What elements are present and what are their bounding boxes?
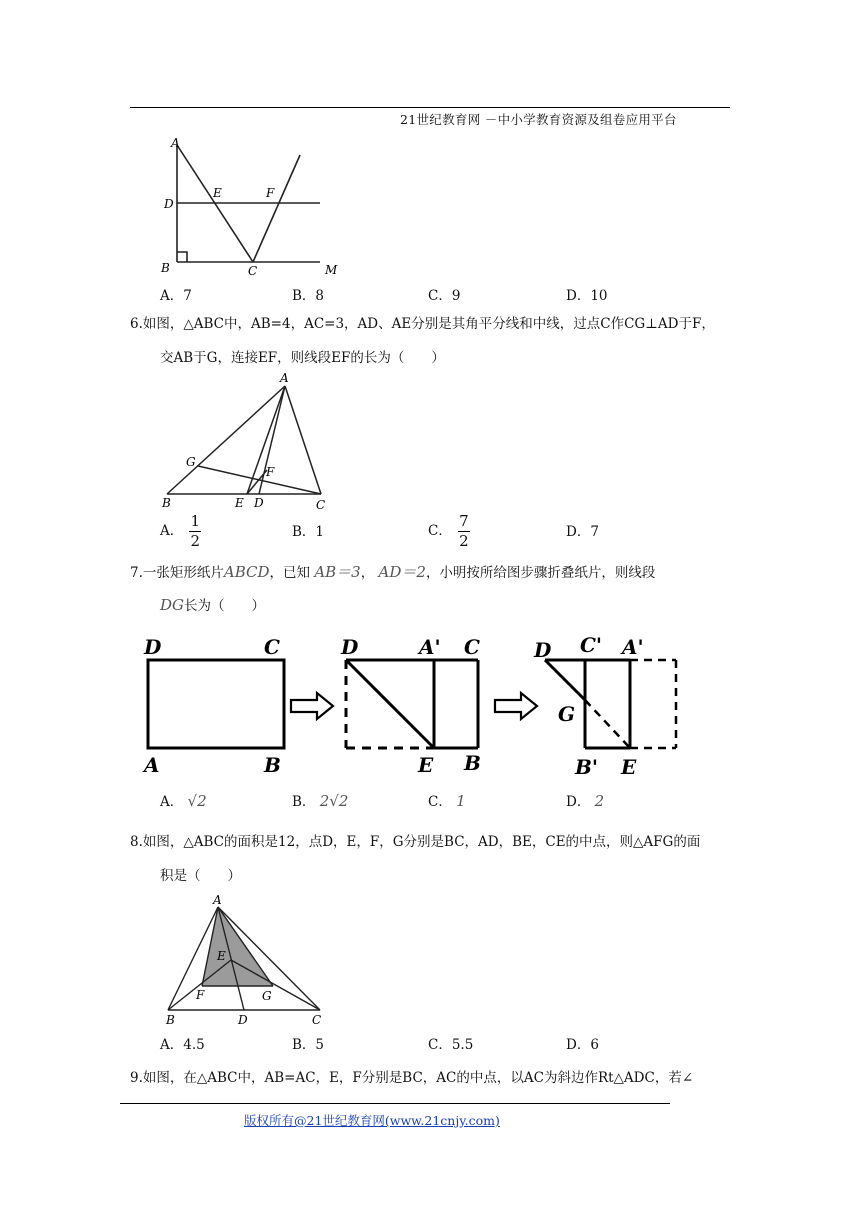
q7-option-a-prefix: A． bbox=[160, 794, 184, 810]
figure-q6 bbox=[155, 370, 340, 515]
fig5-label-E: E bbox=[213, 186, 222, 200]
fig8-label-A: A bbox=[213, 893, 222, 907]
q8-option-c: C．5.5 bbox=[428, 1037, 474, 1053]
fig5-label-M: M bbox=[325, 263, 338, 277]
fig8-label-E: E bbox=[217, 949, 226, 963]
q5-option-c: C．9 bbox=[428, 288, 461, 304]
fig6-label-D: D bbox=[254, 496, 264, 510]
fig7-p3-E: E bbox=[621, 755, 637, 779]
q6-option-c bbox=[428, 513, 470, 550]
fig8-label-F: F bbox=[196, 988, 205, 1002]
fig5-label-F: F bbox=[266, 186, 275, 200]
header-title: 21世纪教育网 －中小学教育资源及组卷应用平台 bbox=[400, 112, 677, 127]
fig7-p2-C: C bbox=[464, 635, 480, 659]
q8-text-line2: 积是（ ） bbox=[160, 868, 241, 884]
fig7-p1-C: C bbox=[264, 635, 280, 659]
q6-option-c-den: 2 bbox=[459, 532, 469, 550]
fig6-label-F: F bbox=[266, 465, 275, 479]
fig7-p3-D: D bbox=[534, 638, 552, 662]
q6-option-b: B．1 bbox=[292, 524, 325, 540]
fig6-label-B: B bbox=[162, 496, 171, 510]
footer-rule bbox=[120, 1103, 670, 1104]
q6-option-c-fraction bbox=[458, 513, 470, 550]
footer-copyright-link[interactable]: 版权所有@21世纪教育网(www.21cnjy.com) bbox=[244, 1113, 500, 1128]
fig6-label-A: A bbox=[280, 371, 289, 385]
q5-option-a: A．7 bbox=[160, 288, 192, 304]
fig7-p3-A1: A' bbox=[622, 635, 644, 659]
q7-text-a: 7.一张矩形纸片 bbox=[130, 565, 224, 581]
fig6-label-E: E bbox=[235, 496, 244, 510]
fig5-label-B: B bbox=[161, 261, 170, 275]
q7-text-line1 bbox=[130, 562, 655, 583]
q7-option-d-value: 2 bbox=[594, 792, 605, 810]
q6-text-line1: 6.如图，△ABC中，AB=4，AC=3，AD、AE分别是其角平分线和中线，过点C作CG⊥AD于F， bbox=[130, 316, 715, 332]
q7-text-line2b: 长为（ ） bbox=[184, 598, 266, 614]
fig7-p2-B: B bbox=[464, 751, 481, 775]
arrow-1 bbox=[291, 693, 333, 719]
q5-option-d: D．10 bbox=[566, 288, 608, 304]
q7-option-a bbox=[160, 791, 207, 812]
fig8-label-G: G bbox=[262, 989, 272, 1003]
fig5-label-D: D bbox=[164, 197, 174, 211]
q5-option-b: B．8 bbox=[292, 288, 325, 304]
fig7-p3-G: G bbox=[558, 702, 576, 726]
q7-option-b bbox=[292, 791, 348, 812]
figure-q8 bbox=[158, 893, 333, 1028]
q6-text-line2: 交AB于G，连接EF，则线段EF的长为（ ） bbox=[160, 350, 445, 366]
fig6-label-C: C bbox=[316, 498, 326, 512]
fig7-p3-B1: B' bbox=[575, 755, 599, 779]
header-rule bbox=[130, 107, 730, 108]
q6-option-a bbox=[160, 513, 201, 550]
q6-option-a-fraction bbox=[189, 513, 201, 550]
fig7-p3-C1: C' bbox=[580, 633, 603, 657]
q9-text-line1: 9.如图，在△ABC中，AB=AC，E，F分别是BC，AC的中点，以AC为斜边作Rt△ADC，若∠ bbox=[130, 1070, 694, 1086]
fig7-p2-A1: A' bbox=[419, 635, 441, 659]
fig7-p1-D: D bbox=[144, 635, 162, 659]
q7-option-d-prefix: D． bbox=[566, 794, 591, 810]
q6-option-d: D．7 bbox=[566, 524, 599, 540]
q6-option-a-prefix: A． bbox=[160, 523, 184, 539]
q7-text-b: ，已知 bbox=[269, 565, 311, 581]
arrow-2 bbox=[495, 693, 537, 719]
figure-q7 bbox=[140, 630, 685, 782]
q7-rect-name: ABCD bbox=[223, 563, 270, 581]
q8-option-b: B．5 bbox=[292, 1037, 325, 1053]
q7-text-line2 bbox=[160, 595, 265, 616]
q7-text-c: ， bbox=[360, 565, 375, 581]
q6-option-a-num: 1 bbox=[190, 512, 201, 530]
fig6-label-G: G bbox=[186, 455, 196, 469]
q8-text-line1: 8.如图，△ABC的面积是12，点D，E，F，G分别是BC，AD，BE，CE的中点，则△AFG的面 bbox=[130, 834, 701, 850]
q7-ab-eq: AB＝3 bbox=[314, 563, 361, 581]
fig5-label-A: A bbox=[171, 136, 180, 150]
fig7-p1-A: A bbox=[144, 753, 160, 777]
figure-q5 bbox=[155, 133, 355, 278]
q7-option-c bbox=[428, 791, 466, 812]
q7-option-b-value: 2√2 bbox=[319, 792, 349, 810]
q6-option-a-den: 2 bbox=[190, 532, 201, 550]
q7-option-c-prefix: C． bbox=[428, 794, 452, 810]
fig8-label-C: C bbox=[312, 1013, 322, 1027]
q6-option-c-prefix: C． bbox=[428, 523, 452, 539]
q6-option-c-num: 7 bbox=[459, 512, 469, 530]
q8-option-d: D．6 bbox=[566, 1037, 599, 1053]
q7-option-a-value: √2 bbox=[187, 792, 207, 810]
q7-option-d bbox=[566, 791, 604, 812]
q7-text-d: ，小明按所给图步骤折叠纸片，则线段 bbox=[425, 565, 656, 581]
fig8-label-B: B bbox=[166, 1013, 175, 1027]
fig7-p2-E: E bbox=[418, 753, 434, 777]
q7-seg-name: DG bbox=[160, 596, 185, 614]
q7-ad-eq: AD＝2 bbox=[378, 563, 426, 581]
q8-option-a: A．4.5 bbox=[160, 1037, 205, 1053]
fig7-p2-D: D bbox=[341, 635, 359, 659]
fig5-label-C: C bbox=[248, 264, 258, 278]
fig7-p1-B: B bbox=[264, 753, 281, 777]
fig8-label-D: D bbox=[238, 1013, 248, 1027]
q7-option-c-value: 1 bbox=[456, 792, 466, 810]
q7-option-b-prefix: B． bbox=[292, 794, 316, 810]
